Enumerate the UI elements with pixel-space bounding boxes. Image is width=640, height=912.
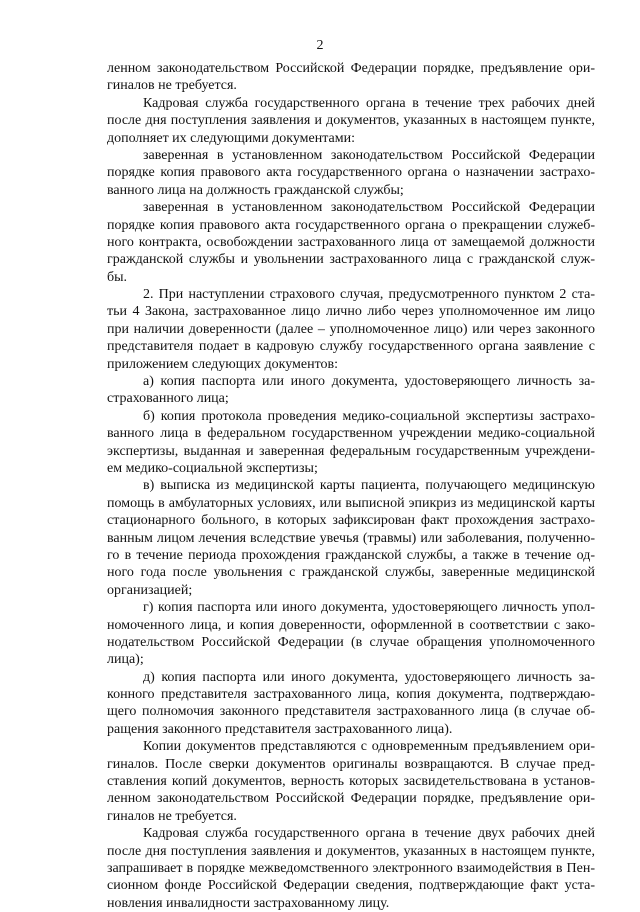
text-line: после дня поступления заявления и документов, указанных в настоящем пункте, <box>107 843 595 859</box>
text-line: г) копия паспорта или иного документа, удостоверяющего личность упол- <box>143 600 595 616</box>
text-line: в) выписка из медицинской карты пациента, получающего медицинскую <box>143 478 595 494</box>
text-line: заверенная в установленном законодательством Российской Федерации <box>143 147 595 163</box>
text-line: Копии документов представляются с одновременным предъявлением ори- <box>143 739 595 755</box>
text-line: ленном законодательством Российской Федерации порядке, предъявление ори- <box>107 791 595 807</box>
paragraph <box>107 95 595 147</box>
page-number: 2 <box>316 38 324 53</box>
text-line: д) копия паспорта или иного документа, удостоверяющего личность за- <box>143 669 595 685</box>
text-line: нодательством Российской Федерации (в случае обращения уполномоченного <box>107 634 595 650</box>
text-line: организацией; <box>107 582 193 598</box>
text-line: лица); <box>107 652 144 668</box>
text-line: тьи 4 Закона, застрахованное лицо лично либо через уполномоченное им лицо <box>107 304 595 320</box>
text-line: гиналов не требуется. <box>107 808 237 824</box>
text-line: запрашивает в порядке межведомственного электронного взаимодействия в Пен- <box>107 860 595 876</box>
text-line: дополняет их следующими документами: <box>107 130 355 146</box>
text-line: б) копия протокола проведения медико-социальной экспертизы застрахо- <box>143 408 595 424</box>
text-line: щего полномочия законного представителя застрахованного лица (в случае об- <box>107 704 595 720</box>
text-line: а) копия паспорта или иного документа, удостоверяющего личность за- <box>143 374 595 390</box>
paragraph <box>107 373 595 408</box>
paragraph <box>107 825 595 912</box>
text-line: помощь в амбулаторных условиях, или выписной эпикриз из медицинской карты <box>107 495 595 511</box>
text-line: ращения законного представителя застрахованного лица). <box>107 721 453 737</box>
text-line: экспертизы, выданная и заверенная федеральным государственным учреждени- <box>107 443 595 459</box>
text-line: ного контракта, освобождении застрахованного лица от замещаемой должности <box>107 234 595 250</box>
text-line: порядке копия правового акта государственного органа о прекращении служеб- <box>107 217 595 233</box>
text-line: ванным лицом лечения вследствие увечья (травмы) или заболевания, полученно- <box>107 530 595 546</box>
text-line: новления инвалидности застрахованному лицу. <box>107 895 390 911</box>
text-line: Кадровая служба государственного органа в течение двух рабочих дней <box>143 826 595 842</box>
paragraph <box>107 286 595 373</box>
paragraph <box>107 147 595 199</box>
text-line: гиналов не требуется. <box>107 78 237 94</box>
text-line: представителя подает в кадровую службу государственного органа заявление с <box>107 339 595 355</box>
paragraph <box>107 477 595 599</box>
paragraph <box>107 60 595 95</box>
text-line: страхованного лица; <box>107 391 229 407</box>
text-line: бы. <box>107 269 128 285</box>
text-line: номоченного лица, и копия доверенности, оформленной в соответствии с зако- <box>107 617 595 633</box>
text-line: после дня поступления заявления и документов, указанных в настоящем пункте, <box>107 113 595 129</box>
document-body <box>107 60 595 912</box>
paragraph <box>107 408 595 478</box>
text-line: гражданской службы и увольнении застрахованного лица с гражданской служ- <box>107 252 595 268</box>
text-line: ставления копий документов, верность которых засвидетельствована в установ- <box>107 774 595 790</box>
paragraph <box>107 669 595 739</box>
text-line: приложением следующих документов: <box>107 356 339 372</box>
text-line: заверенная в установленном законодательством Российской Федерации <box>143 200 595 216</box>
text-line: Кадровая служба государственного органа в течение трех рабочих дней <box>143 95 595 111</box>
text-line: при наличии доверенности (далее – уполномоченное лицо) или через законного <box>107 321 595 337</box>
text-line: ленном законодательством Российской Федерации порядке, предъявление ори- <box>107 61 595 76</box>
paragraph <box>107 738 595 825</box>
text-line: ного года после увольнения с гражданской службы, заверенные медицинской <box>107 565 595 581</box>
text-line: ем медико-социальной экспертизы; <box>107 460 318 476</box>
paragraph <box>107 199 595 286</box>
text-line: го в течение периода прохождения гражданской службы, а также в течение од- <box>107 547 595 563</box>
text-line: сионном фонде Российской Федерации сведения, подтверждающие факт уста- <box>107 878 595 894</box>
text-line: порядке копия правового акта государственного органа о назначении застрахо- <box>107 165 595 181</box>
text-line: ванного лица на должность гражданской службы; <box>107 182 404 198</box>
text-line: 2. При наступлении страхового случая, предусмотренного пунктом 2 ста- <box>143 287 595 303</box>
text-line: ванного лица в федеральном государственном учреждении медико-социальной <box>107 426 595 442</box>
text-line: конного представителя застрахованного лица, копия документа, подтверждаю- <box>107 687 595 703</box>
paragraph <box>107 599 595 669</box>
text-line: гиналов. После сверки документов оригиналы возвращаются. В случае пред- <box>107 756 595 772</box>
text-line: стационарного больного, в которых зафиксирован факт прохождения застрахо- <box>107 513 595 529</box>
